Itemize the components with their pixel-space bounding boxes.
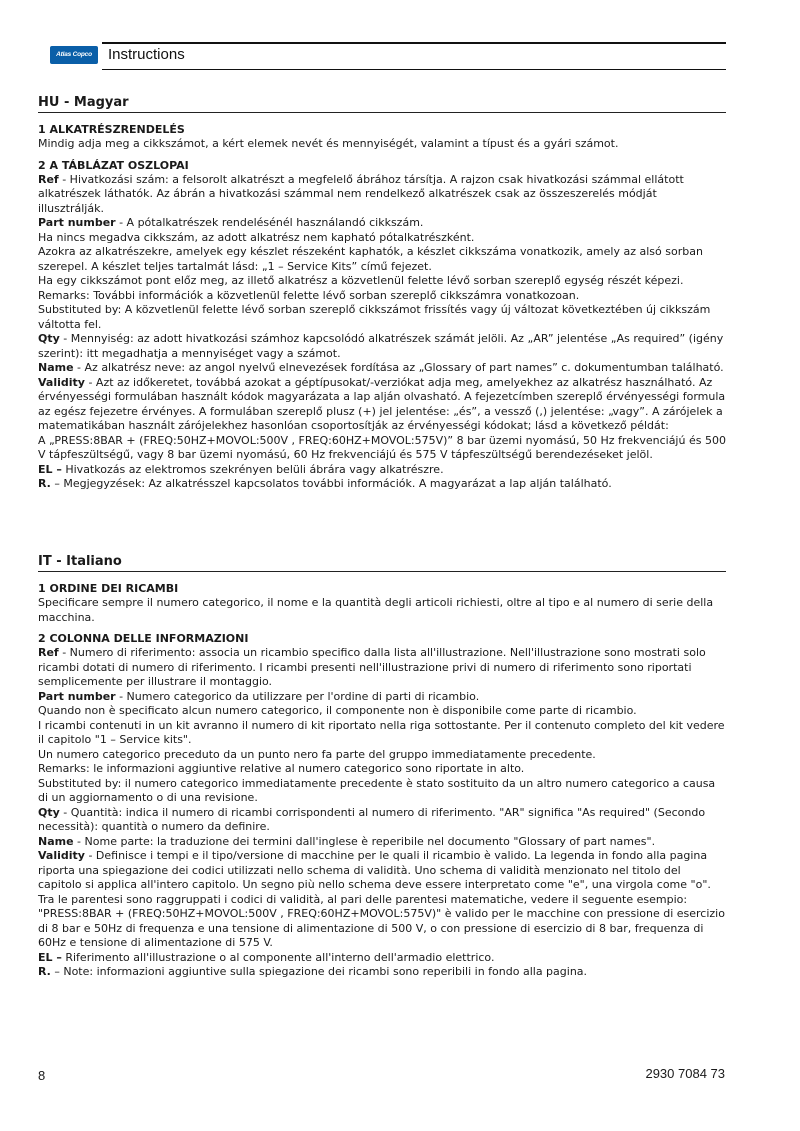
hu-line-2: Azokra az alkatrészekre, amelyek egy készlet részeként kaphatók, a készlet cikkszáma vonatkozik, amely az alsó sorban szerepel. A készlet teljes tartalmát lásd: „1 – Service Kits” című fejezet. xyxy=(38,245,703,273)
it-line-5: Substituted by: il numero categorico immediatamente precedente è stato sostituito da un altro numero categorico a causa di un aggiornamento o di una revisione. xyxy=(38,776,716,804)
it-ref-paragraph: Ref - Numero di riferimento: associa un ricambio specifico dalla lista all'illustrazione. Nell'illustrazione sono mostrati solo ricambi dotati di numero di riferimento. I ricambi presenti nell'illustrazione privi di numero di riferimento sono riportati semplicemente per illustrare il montaggio. xyxy=(38,646,706,688)
hu-r-paragraph: R. – Megjegyzések: Az alkatrésszel kapcsolatos további információk. A magyarázat a lap alján található. xyxy=(38,477,612,490)
it-name-paragraph: Name - Nome parte: la traduzione dei termini dall'inglese è reperibile nel documento "Glossary of part names". xyxy=(38,834,656,848)
it-r-paragraph: R. – Note: informazioni aggiuntive sulla spiegazione dei ricambi sono reperibili in fondo alla pagina. xyxy=(38,965,588,978)
hu-qty-paragraph: Qty - Mennyiség: az adott hivatkozási számhoz kapcsolódó alkatrészek számát jelöli. Az „AR” jelentése „As required” (igény szerint): itt megadhatja a mennyiséget vagy a számot. xyxy=(38,332,724,360)
header-bottom-rule xyxy=(102,69,726,70)
hu-el-paragraph: EL – Hivatkozás az elektromos szekrényen belüli ábrára vagy alkatrészre. xyxy=(38,462,444,476)
it-example-paragraph: "PRESS:8BAR + (FREQ:50HZ+MOVOL:500V , FREQ:60HZ+MOVOL:575V)" è valido per le macchine con pressione di esercizio di 8 bar e 50Hz di frequenza e una tensione di alimentazione di 500 V, o con pressione di esercizio di 8 bar, frequenza di 60Hz e tensione di alimentazione di 575 V. xyxy=(38,907,725,949)
section-it xyxy=(38,554,726,980)
page-number: 8 xyxy=(38,1068,46,1083)
it-paragraph-1: Specificare sempre il numero categorico, il nome e la quantità degli articoli richiesti, oltre al tipo e al numero di serie della macchina. xyxy=(38,596,714,624)
hu-name-paragraph: Name - Az alkatrész neve: az angol nyelvű elnevezések fordítása az „Glossary of part names” c. dokumentumban található. xyxy=(38,361,724,374)
hu-part-number-paragraph: Part number - A pótalkatrészek rendelésénél használandó cikkszám. xyxy=(38,216,424,229)
atlas-copco-logo: Atlas Copco xyxy=(50,46,98,64)
hu-line-5: Substituted by: A közvetlenül felette lévő sorban szereplő cikkszámot frissítés vagy új változat következtében új cikkszám váltotta fel. xyxy=(38,303,711,331)
section-hu xyxy=(38,95,726,492)
page-header xyxy=(40,42,726,70)
it-validity-paragraph: Validity - Definisce i tempi e il tipo/versione di macchine per le quali il ricambio è valido. La legenda in fondo alla pagina riporta una spiegazione dei codici utilizzati nello schema di validità. Uno schema di validità menzionato nel titolo del capitolo si applica all'intero capitolo. Un segno più nello schema deve essere interpretato come "e", una virgola come "o". Tra le parentesi sono raggruppati i codici di validità, al pari delle parentesi matematiche, vedere il seguente esempio: xyxy=(38,849,711,906)
it-line-4: Remarks: le informazioni aggiuntive relative al numero categorico sono riportate in alto. xyxy=(38,762,525,775)
section-title-it: IT - Italiano xyxy=(38,554,726,572)
header-top-rule xyxy=(102,42,726,44)
it-qty-paragraph: Qty - Quantità: indica il numero di ricambi corrispondenti al numero di riferimento. "AR" significa "As required" (Secondo necessità): quantità o numero da definire. xyxy=(38,805,706,833)
it-part-number-paragraph: Part number - Numero categorico da utilizzare per l'ordine di parti di ricambio. xyxy=(38,689,480,703)
it-line-1: Quando non è specificato alcun numero categorico, il componente non è disponibile come parte di ricambio. xyxy=(38,704,637,717)
it-line-3: Un numero categorico preceduto da un punto nero fa parte del gruppo immediatamente precedente. xyxy=(38,747,596,761)
header-title: Instructions xyxy=(108,46,185,63)
hu-subheading-1: 1 ALKATRÉSZRENDELÉS xyxy=(38,123,185,136)
document-number: 2930 7084 73 xyxy=(645,1066,725,1081)
it-subheading-1: 1 ORDINE DEI RICAMBI xyxy=(38,582,179,595)
hu-validity-paragraph: Validity - Azt az időkeretet, továbbá azokat a géptípusokat/-verziókat adja meg, amelyekhez az alkatrész használható. Az érvényességi formulában használt kódok magyarázata a lap alján olvasható. A fejezetcímben szereplő érvényességi formula az egész fejezetre érvényes. A formulában szereplő plusz (+) jel jelentése: „és”, a vessző (,) jelentése: „vagy”. A zárójelek a matematikában használt zárójelekhez hasonlóan csoportosítják az érvényességi kódokat; lásd a következő példát: xyxy=(38,375,726,432)
hu-example-paragraph: A „PRESS:8BAR + (FREQ:50HZ+MOVOL:500V , FREQ:60HZ+MOVOL:575V)” 8 bar üzemi nyomású, 50 Hz frekvenciájú és 500 V tápfeszültségű, vagy 8 bar üzemi nyomású, 60 Hz frekvenciájú és 575 V tápfeszültségű berendezéseket jelöl. xyxy=(38,433,726,461)
it-el-paragraph: EL – Riferimento all'illustrazione o al componente all'interno dell'armadio elettrico. xyxy=(38,950,495,964)
hu-line-4: Remarks: További információk a közvetlenül felette lévő sorban szereplő cikkszámra vonatkozoan. xyxy=(38,288,580,302)
it-subheading-2: 2 COLONNA DELLE INFORMAZIONI xyxy=(38,632,249,645)
hu-paragraph-1: Mindig adja meg a cikkszámot, a kért elemek nevét és mennyiségét, valamint a típust és a gyári számot. xyxy=(38,137,619,150)
hu-ref-paragraph: Ref - Hivatkozási szám: a felsorolt alkatrészt a megfelelő ábrához társítja. A rajzon csak hivatkozási számmal ellátott alkatrészek láthatók. Az ábrán a hivatkozási számmal nem rendelkező alkatrészek csak az összeszerelés módját illusztrálják. xyxy=(38,172,684,215)
it-line-2: I ricambi contenuti in un kit avranno il numero di kit riportato nella riga sottostante. Per il contenuto completo del kit vedere il capitolo "1 – Service kits". xyxy=(38,718,725,746)
hu-line-1: Ha nincs megadva cikkszám, az adott alkatrész nem kapható pótalkatrészként. xyxy=(38,230,475,244)
section-title-hu: HU - Magyar xyxy=(38,95,726,113)
hu-line-3: Ha egy cikkszámot pont előz meg, az illető alkatrész a közvetlenül felette lévő sorban szereplő egység részét képezi. xyxy=(38,274,684,287)
hu-subheading-2: 2 A TÁBLÁZAT OSZLOPAI xyxy=(38,158,189,172)
